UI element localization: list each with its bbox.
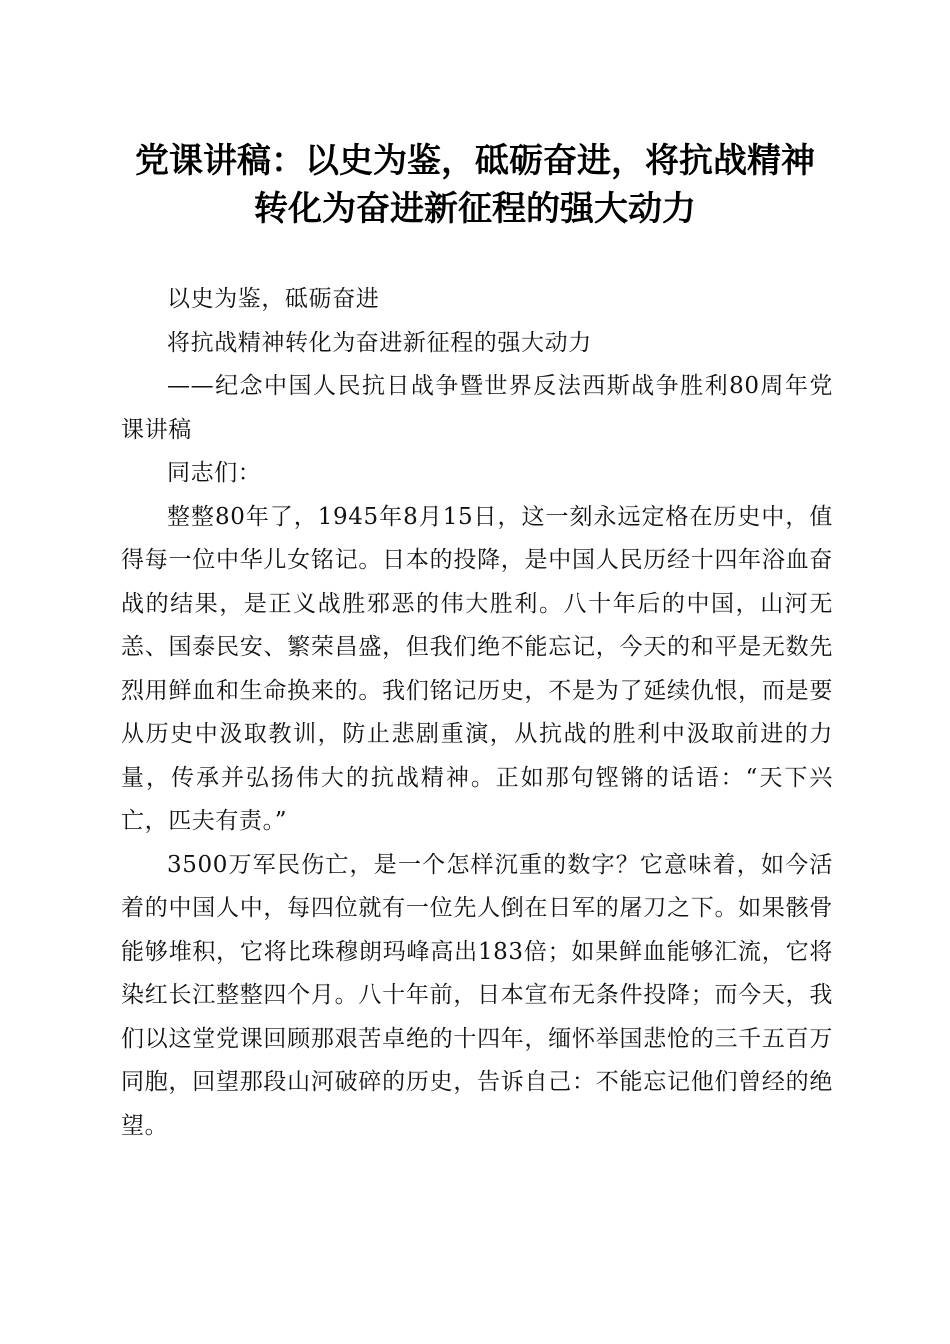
title-line-1: 党课讲稿：以史为鉴，砥砺奋进，将抗战精神	[135, 141, 815, 181]
salutation: 同志们：	[167, 460, 262, 486]
body-paragraph: 整整80年了，1945年8月15日，这一刻永远定格在历史中，值得每一位中华儿女铭记。日本的投降，是中国人民历经十四年浴血奋战的结果，是正义战胜邪恶的伟大胜利。八十年后的中国，山河无恙、国泰民安、繁荣昌盛，但我们绝不能忘记，今天的和平是无数先烈用鲜血和生命换来的。我们铭记历史，不是为了延续仇恨，而是要从历史中汲取教训，防止悲剧重演，从抗战的胜利中汲取前进的力量，传承并弘扬伟大的抗战精神。正如那句铿锵的话语：“天下兴亡，匹夫有责。”	[121, 503, 833, 834]
title-line-2: 转化为奋进新征程的强大动力	[254, 189, 696, 229]
subtitle-line-2: 将抗战精神转化为奋进新征程的强大动力	[167, 329, 592, 356]
document-body	[121, 278, 833, 1148]
subtitle-line-1: 以史为鉴，砥砺奋进	[167, 286, 380, 312]
document-title	[110, 137, 840, 233]
subtitle-dedication: ——纪念中国人民抗日战争暨世界反法西斯战争胜利80周年党课讲稿	[121, 373, 833, 443]
body-paragraph: 3500万军民伤亡，是一个怎样沉重的数字？它意味着，如今活着的中国人中，每四位就有一位先人倒在日军的屠刀之下。如果骸骨能够堆积，它将比珠穆朗玛峰高出183倍；如果鲜血能够汇流，它将染红长江整整四个月。八十年前，日本宣布无条件投降；而今天，我们以这堂党课回顾那艰苦卓绝的十四年，缅怀举国悲怆的三千五百万同胞，回望那段山河破碎的历史，告诉自己：不能忘记他们曾经的绝望。	[121, 851, 833, 1139]
